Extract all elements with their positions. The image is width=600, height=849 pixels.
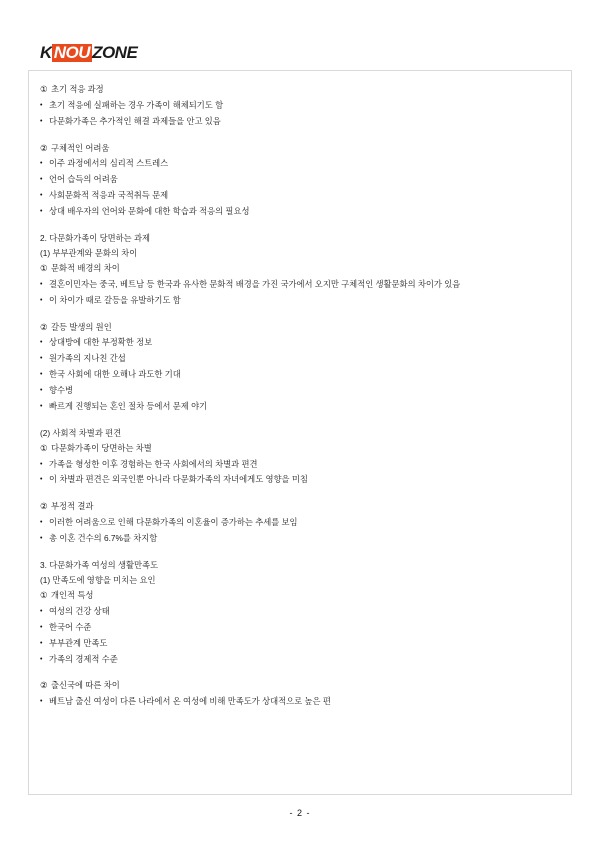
text-block: [40, 499, 560, 546]
list-number-marker: ②: [40, 680, 48, 691]
text-block: [40, 678, 560, 709]
text-block: [40, 140, 560, 219]
line-text: 구체적인 어려움: [51, 142, 110, 153]
text-line: [40, 472, 560, 488]
bullet-icon: •: [40, 101, 43, 109]
text-line: [40, 230, 560, 245]
list-number-marker: ①: [40, 263, 48, 274]
line-text: 다문화가족이 당면하는 차별: [51, 443, 152, 454]
line-text: (2) 사회적 차별과 편견: [40, 427, 122, 438]
text-line: [40, 573, 560, 588]
text-line: [40, 82, 560, 97]
line-text: 한국어 수준: [49, 621, 92, 632]
line-text: 2. 다문화가족이 당면하는 과제: [40, 232, 151, 243]
text-line: [40, 246, 560, 261]
bullet-icon: •: [40, 355, 43, 363]
list-number-marker: ②: [40, 142, 48, 153]
text-line: [40, 499, 560, 514]
bullet-icon: •: [40, 534, 43, 542]
line-text: 원가족의 지나친 간섭: [49, 353, 126, 364]
bullet-icon: •: [40, 370, 43, 378]
line-text: 가족을 형성한 이후 경험하는 한국 사회에서의 차별과 편견: [49, 458, 258, 469]
text-line: [40, 694, 560, 710]
text-block: [40, 319, 560, 414]
line-text: 한국 사회에 대한 오해나 과도한 기대: [49, 368, 181, 379]
text-block: [40, 82, 560, 129]
list-number-marker: ②: [40, 321, 48, 332]
line-text: 부정적 결과: [51, 501, 94, 512]
line-text: 향수병: [49, 384, 74, 395]
list-number-marker: ①: [40, 443, 48, 454]
logo-part-nou: NOU: [53, 43, 91, 62]
list-number-marker: ②: [40, 501, 48, 512]
text-line: [40, 588, 560, 603]
text-line: [40, 140, 560, 155]
bullet-icon: •: [40, 460, 43, 468]
text-line: [40, 604, 560, 620]
bullet-icon: •: [40, 175, 43, 183]
bullet-icon: •: [40, 207, 43, 215]
line-text: (1) 만족도에 영향을 미치는 요인: [40, 574, 156, 585]
line-text: 이 차이가 때로 갈등을 유발하기도 함: [49, 294, 181, 305]
line-text: 이 차별과 편견은 외국인뿐 아니라 다문화가족의 자녀에게도 영향을 미침: [49, 474, 308, 485]
text-line: [40, 261, 560, 276]
page-number: - 2 -: [289, 808, 311, 818]
list-number-marker: ①: [40, 590, 48, 601]
document-body: [40, 82, 560, 720]
text-block: [40, 230, 560, 308]
text-line: [40, 678, 560, 693]
bullet-icon: •: [40, 655, 43, 663]
text-line: [40, 635, 560, 651]
bullet-icon: •: [40, 117, 43, 125]
bullet-icon: •: [40, 191, 43, 199]
text-line: [40, 172, 560, 188]
text-line: [40, 187, 560, 203]
text-line: [40, 335, 560, 351]
line-text: 여성의 건강 상태: [49, 605, 110, 616]
text-line: [40, 293, 560, 309]
line-text: 언어 습득의 어려움: [49, 173, 118, 184]
line-text: 상대 배우자의 언어와 문화에 대한 학습과 적응의 필요성: [49, 205, 250, 216]
line-text: 사회문화적 적응과 국적취득 문제: [49, 189, 169, 200]
bullet-icon: •: [40, 476, 43, 484]
text-line: [40, 97, 560, 113]
text-line: [40, 530, 560, 546]
bullet-icon: •: [40, 402, 43, 410]
bullet-icon: •: [40, 639, 43, 647]
line-text: 이러한 어려움으로 인해 다문화가족의 이혼율이 증가하는 추세를 보임: [49, 516, 298, 527]
bullet-icon: •: [40, 280, 43, 288]
line-text: 갈등 발생의 원인: [51, 321, 112, 332]
line-text: (1) 부부관계와 문화의 차이: [40, 248, 138, 258]
line-text: 가족의 경제적 수준: [49, 653, 118, 664]
list-number-marker: ①: [40, 84, 48, 95]
text-line: [40, 156, 560, 172]
text-line: [40, 113, 560, 129]
line-text: 다문화가족은 추가적인 해결 과제들을 안고 있음: [49, 115, 221, 126]
bullet-icon: •: [40, 518, 43, 526]
line-text: 문화적 배경의 차이: [51, 263, 120, 274]
bullet-icon: •: [40, 159, 43, 167]
text-line: [40, 319, 560, 334]
line-text: 상대방에 대한 부정확한 정보: [49, 337, 153, 348]
text-line: [40, 277, 560, 293]
bullet-icon: •: [40, 386, 43, 394]
text-line: [40, 203, 560, 219]
bullet-icon: •: [40, 697, 43, 705]
text-line: [40, 383, 560, 399]
bullet-icon: •: [40, 607, 43, 615]
text-line: [40, 651, 560, 667]
line-text: 개인적 특성: [51, 590, 94, 601]
line-text: 베트남 출신 여성이 다른 나라에서 온 여성에 비해 만족도가 상대적으로 높은 편: [49, 695, 331, 706]
text-line: [40, 351, 560, 367]
text-line: [40, 456, 560, 472]
logo-part-zone: ZONE: [92, 43, 138, 62]
text-block: [40, 557, 560, 667]
text-line: [40, 441, 560, 456]
logo-part-k: K: [40, 43, 52, 62]
line-text: 총 이혼 건수의 6.7%를 차지함: [49, 532, 158, 543]
text-line: [40, 619, 560, 635]
text-line: [40, 425, 560, 440]
bullet-icon: •: [40, 623, 43, 631]
line-text: 출신국에 따른 차이: [51, 680, 120, 691]
line-text: 부부관계 만족도: [49, 637, 108, 648]
logo-text: [40, 44, 137, 62]
knouzone-logo: [40, 44, 137, 62]
text-line: [40, 398, 560, 414]
line-text: 빠르게 진행되는 혼인 절차 등에서 문제 야기: [49, 400, 208, 411]
text-line: [40, 557, 560, 572]
text-line: [40, 514, 560, 530]
line-text: 이주 과정에서의 심리적 스트레스: [49, 157, 169, 168]
line-text: 3. 다문화가족 여성의 생활만족도: [40, 559, 159, 570]
text-line: [40, 367, 560, 383]
line-text: 초기 적응 과정: [51, 84, 104, 95]
line-text: 초기 적응에 실패하는 경우 가족이 해체되기도 함: [49, 99, 224, 110]
text-block: [40, 425, 560, 488]
line-text: 결혼이민자는 중국, 베트남 등 한국과 유사한 문화적 배경을 가진 국가에서 오지만 구체적인 생활문화의 차이가 있음: [49, 278, 461, 289]
bullet-icon: •: [40, 296, 43, 304]
bullet-icon: •: [40, 339, 43, 347]
